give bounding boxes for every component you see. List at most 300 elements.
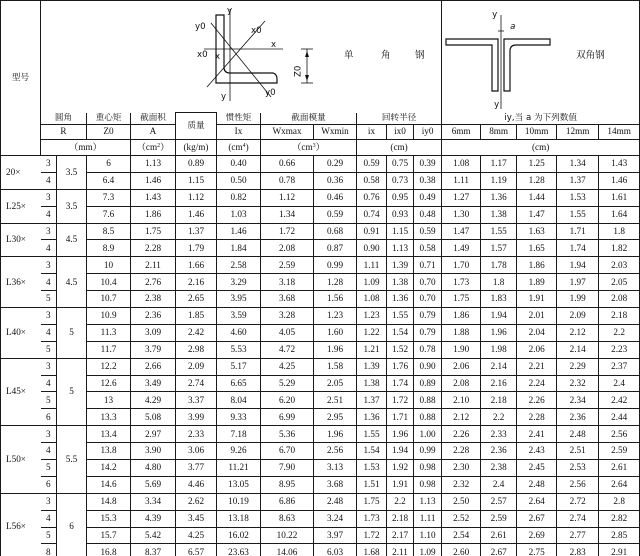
cell-wmax: 4.72 [261, 341, 314, 358]
cell-d14: 1.43 [599, 156, 640, 173]
cell-ix: 16.02 [217, 527, 261, 544]
cell-gx0: 1.15 [387, 223, 414, 240]
cell-d14: 2.91 [599, 544, 640, 556]
cell-d10: 2.41 [517, 426, 557, 443]
cell-d10: 2.48 [517, 476, 557, 493]
cell-z0: 13.3 [87, 409, 131, 426]
cell-gy0: 0.78 [414, 341, 442, 358]
cell-a: 1.86 [131, 206, 176, 223]
cell-m: 1.37 [176, 223, 217, 240]
cell-gx0: 0.75 [387, 156, 414, 173]
cell-d10: 2.45 [517, 460, 557, 477]
cell-ix: 0.40 [217, 156, 261, 173]
cell-d14: 2.56 [599, 426, 640, 443]
cell-a: 2.11 [131, 257, 176, 274]
cell-m: 3.06 [176, 443, 217, 460]
cell-d6: 1.90 [442, 341, 481, 358]
cell-a: 2.38 [131, 291, 176, 308]
cell-d14: 1.46 [599, 172, 640, 189]
thickness-cell: 4 [41, 172, 57, 189]
cell-ix: 13.18 [217, 510, 261, 527]
cell-a: 4.80 [131, 460, 176, 477]
cell-d10: 2.24 [517, 375, 557, 392]
cell-m: 4.46 [176, 476, 217, 493]
cell-gx0: 0.73 [387, 172, 414, 189]
cell-m: 6.57 [176, 544, 217, 556]
cell-d6: 2.32 [442, 476, 481, 493]
table-row [1, 510, 640, 527]
cell-d8: 1.8 [481, 274, 517, 291]
cell-ix: 8.04 [217, 392, 261, 409]
thickness-cell: 6 [41, 409, 57, 426]
cell-gi: 1.37 [357, 392, 387, 409]
cell-gx0: 2.2 [387, 493, 414, 510]
cell-d6: 2.50 [442, 493, 481, 510]
cell-z0: 6 [87, 156, 131, 173]
hdr-gyration: 回转半径 [357, 113, 442, 125]
table-row [1, 476, 640, 493]
cell-d6: 1.27 [442, 189, 481, 206]
cell-d14: 1.61 [599, 189, 640, 206]
cell-ix: 23.63 [217, 544, 261, 556]
hdr-iy-double: iy,当 a 为下列数值 [442, 113, 640, 125]
cell-gi: 1.72 [357, 527, 387, 544]
cell-ix: 9.26 [217, 443, 261, 460]
cell-gx0: 1.38 [387, 274, 414, 291]
cell-wmin: 1.60 [314, 324, 357, 341]
table-row [1, 409, 640, 426]
cell-d8: 1.96 [481, 324, 517, 341]
title-single-char-1: 单 [344, 50, 354, 61]
cell-wmin: 2.48 [314, 493, 357, 510]
cell-ix: 5.17 [217, 358, 261, 375]
cell-m: 1.46 [176, 206, 217, 223]
sym-Ix: Ix [217, 125, 261, 140]
cell-ix: 10.19 [217, 493, 261, 510]
label-y-bottom: y [221, 92, 227, 102]
cell-ix: 11.21 [217, 460, 261, 477]
table-row [1, 527, 640, 544]
cell-gx0: 1.55 [387, 308, 414, 325]
cell-d8: 1.57 [481, 240, 517, 257]
cell-a: 1.13 [131, 156, 176, 173]
cell-d6: 1.11 [442, 172, 481, 189]
cell-wmax: 5.29 [261, 375, 314, 392]
cell-gx0: 1.13 [387, 240, 414, 257]
fillet-radius-cell: 6 [57, 493, 87, 556]
hdr-modulus: 截面模量 [261, 113, 357, 125]
cell-d6: 1.30 [442, 206, 481, 223]
table-row [1, 172, 640, 189]
cell-a: 2.66 [131, 358, 176, 375]
cell-z0: 7.3 [87, 189, 131, 206]
sym-Wxmax: Wxmax [261, 125, 314, 140]
cell-wmin: 0.36 [314, 172, 357, 189]
cell-d14: 2.18 [599, 308, 640, 325]
cell-gx0: 1.72 [387, 392, 414, 409]
cell-d14: 2.03 [599, 257, 640, 274]
cell-m: 1.66 [176, 257, 217, 274]
cell-d14: 2.82 [599, 510, 640, 527]
cell-d10: 1.65 [517, 240, 557, 257]
cell-d8: 2.61 [481, 527, 517, 544]
cell-d14: 2.64 [599, 476, 640, 493]
cell-wmin: 3.13 [314, 460, 357, 477]
title-single-char-2: 角 [381, 50, 391, 61]
fillet-radius-cell: 4.5 [57, 257, 87, 308]
cell-d12: 2.83 [557, 544, 599, 556]
hdr-mass: 质量 [176, 113, 217, 140]
title-double-angle: 双角钢 [576, 50, 605, 62]
table-row [1, 257, 640, 274]
cell-z0: 8.5 [87, 223, 131, 240]
cell-z0: 11.3 [87, 324, 131, 341]
cell-d6: 1.75 [442, 291, 481, 308]
table-row [1, 460, 640, 477]
cell-gy0: 0.98 [414, 476, 442, 493]
thickness-cell: 6 [41, 476, 57, 493]
cell-d8: 2.36 [481, 443, 517, 460]
table-row [1, 426, 640, 443]
cell-d10: 1.63 [517, 223, 557, 240]
cell-d6: 2.60 [442, 544, 481, 556]
cell-d6: 2.08 [442, 375, 481, 392]
cell-a: 4.29 [131, 392, 176, 409]
thickness-cell: 3 [41, 257, 57, 274]
cell-gx0: 1.54 [387, 324, 414, 341]
header-figure-row [1, 1, 640, 113]
cell-gy0: 0.38 [414, 172, 442, 189]
cell-gy0: 0.49 [414, 189, 442, 206]
cell-wmin: 1.23 [314, 308, 357, 325]
cell-gi: 0.58 [357, 172, 387, 189]
cell-gx0: 2.17 [387, 527, 414, 544]
cell-d10: 1.89 [517, 274, 557, 291]
cell-wmin: 0.29 [314, 156, 357, 173]
sym-a10: 10mm [517, 125, 557, 140]
cell-d8: 2.18 [481, 392, 517, 409]
cell-d10: 1.86 [517, 257, 557, 274]
cell-d12: 1.99 [557, 291, 599, 308]
cell-d6: 1.73 [442, 274, 481, 291]
cell-a: 2.36 [131, 308, 176, 325]
label-x-right: x [271, 40, 277, 50]
cell-gy0: 0.58 [414, 240, 442, 257]
cell-d14: 2.37 [599, 358, 640, 375]
thickness-cell: 5 [41, 392, 57, 409]
cell-gy0: 1.11 [414, 510, 442, 527]
thickness-cell: 3 [41, 223, 57, 240]
thickness-cell: 5 [41, 527, 57, 544]
cell-z0: 14.8 [87, 493, 131, 510]
cell-wmax: 2.59 [261, 257, 314, 274]
cell-d14: 2.8 [599, 493, 640, 510]
cell-z0: 7.6 [87, 206, 131, 223]
cell-d8: 1.98 [481, 341, 517, 358]
cell-z0: 12.2 [87, 358, 131, 375]
cell-gi: 0.76 [357, 189, 387, 206]
cell-d12: 2.29 [557, 358, 599, 375]
cell-gx0: 0.95 [387, 189, 414, 206]
cell-gx0: 1.94 [387, 443, 414, 460]
cell-d8: 1.94 [481, 308, 517, 325]
label-z0: Z0 [293, 65, 304, 77]
hdr-area: 截面积 [131, 113, 176, 125]
cell-wmin: 3.24 [314, 510, 357, 527]
label-x-left: x [215, 52, 221, 62]
cell-d14: 2.23 [599, 341, 640, 358]
cell-d10: 1.44 [517, 189, 557, 206]
cell-ix: 1.84 [217, 240, 261, 257]
cell-gi: 1.08 [357, 291, 387, 308]
cell-ix: 0.50 [217, 172, 261, 189]
cell-wmax: 3.28 [261, 308, 314, 325]
cell-d12: 2.53 [557, 460, 599, 477]
fillet-radius-cell: 5 [57, 308, 87, 359]
label-x0-right: x0 [251, 26, 262, 36]
cell-z0: 10.7 [87, 291, 131, 308]
sym-A: A [131, 125, 176, 140]
cell-d10: 2.28 [517, 409, 557, 426]
cell-d8: 2.2 [481, 409, 517, 426]
cell-a: 3.34 [131, 493, 176, 510]
cell-wmin: 1.96 [314, 426, 357, 443]
cell-wmin: 0.68 [314, 223, 357, 240]
cell-d8: 2.14 [481, 358, 517, 375]
cell-gy0: 0.71 [414, 257, 442, 274]
sym-a12: 12mm [557, 125, 599, 140]
cell-gi: 0.59 [357, 156, 387, 173]
cell-d12: 2.34 [557, 392, 599, 409]
cell-d8: 1.38 [481, 206, 517, 223]
cell-a: 3.09 [131, 324, 176, 341]
cell-m: 2.09 [176, 358, 217, 375]
cell-wmax: 6.99 [261, 409, 314, 426]
cell-ix: 2.58 [217, 257, 261, 274]
cell-gi: 1.38 [357, 375, 387, 392]
cell-a: 5.08 [131, 409, 176, 426]
table-row [1, 544, 640, 556]
cell-d10: 2.43 [517, 443, 557, 460]
cell-gi: 1.22 [357, 324, 387, 341]
thickness-cell: 4 [41, 206, 57, 223]
fillet-radius-cell: 5.5 [57, 426, 87, 494]
cell-gi: 1.39 [357, 358, 387, 375]
cell-gy0: 0.99 [414, 443, 442, 460]
cell-a: 3.90 [131, 443, 176, 460]
cell-gy0: 1.13 [414, 493, 442, 510]
thickness-cell: 3 [41, 308, 57, 325]
cell-ix: 3.59 [217, 308, 261, 325]
cell-d8: 2.57 [481, 493, 517, 510]
cell-wmin: 2.56 [314, 443, 357, 460]
model-cell: 20× [1, 156, 41, 190]
cell-d8: 2.4 [481, 476, 517, 493]
cell-gi: 0.74 [357, 206, 387, 223]
cell-wmin: 0.46 [314, 189, 357, 206]
cell-gi: 1.11 [357, 257, 387, 274]
cell-m: 2.98 [176, 341, 217, 358]
cell-d12: 2.74 [557, 510, 599, 527]
table-row [1, 443, 640, 460]
cell-gi: 1.73 [357, 510, 387, 527]
cell-z0: 15.7 [87, 527, 131, 544]
cell-wmin: 2.51 [314, 392, 357, 409]
unit-cm: (cm) [357, 140, 442, 156]
cell-m: 1.79 [176, 240, 217, 257]
cell-d8: 2.67 [481, 544, 517, 556]
cell-a: 8.37 [131, 544, 176, 556]
cell-d6: 1.08 [442, 156, 481, 173]
label-y-top: y [227, 6, 233, 16]
table-row [1, 324, 640, 341]
thickness-cell: 8 [41, 544, 57, 556]
table-row [1, 223, 640, 240]
cell-z0: 13.8 [87, 443, 131, 460]
cell-d12: 2.48 [557, 426, 599, 443]
cell-d6: 2.30 [442, 460, 481, 477]
cell-wmax: 0.78 [261, 172, 314, 189]
cell-d12: 2.14 [557, 341, 599, 358]
cell-z0: 11.7 [87, 341, 131, 358]
cell-gy0: 0.59 [414, 223, 442, 240]
cell-d14: 1.64 [599, 206, 640, 223]
model-cell: L50× [1, 426, 41, 494]
double-angle-figure-cell [442, 1, 640, 113]
cell-d10: 1.47 [517, 206, 557, 223]
cell-z0: 12.6 [87, 375, 131, 392]
cell-a: 3.79 [131, 341, 176, 358]
cell-d12: 1.37 [557, 172, 599, 189]
cell-d8: 2.33 [481, 426, 517, 443]
unit-cm-right: (cm) [442, 140, 640, 156]
cell-a: 2.76 [131, 274, 176, 291]
cell-wmax: 3.68 [261, 291, 314, 308]
cell-gx0: 1.36 [387, 291, 414, 308]
cell-d10: 2.21 [517, 358, 557, 375]
cell-d14: 2.61 [599, 460, 640, 477]
cell-ix: 13.05 [217, 476, 261, 493]
cell-d12: 1.55 [557, 206, 599, 223]
cell-gx0: 1.39 [387, 257, 414, 274]
cell-gy0: 0.88 [414, 392, 442, 409]
table-row [1, 240, 640, 257]
cell-ix: 6.65 [217, 375, 261, 392]
cell-d10: 1.28 [517, 172, 557, 189]
unit-cm2: $(cm^2)$ [131, 140, 176, 156]
model-cell: L40× [1, 308, 41, 359]
header-group-row [1, 113, 640, 125]
cell-ix: 9.33 [217, 409, 261, 426]
table-row [1, 274, 640, 291]
cell-gx0: 1.52 [387, 341, 414, 358]
cell-d8: 2.38 [481, 460, 517, 477]
cell-d6: 2.28 [442, 443, 481, 460]
cell-d8: 1.83 [481, 291, 517, 308]
cell-d10: 2.67 [517, 510, 557, 527]
cell-d14: 2.44 [599, 409, 640, 426]
cell-gy0: 0.79 [414, 308, 442, 325]
cell-ix: 1.03 [217, 206, 261, 223]
cell-d14: 2.42 [599, 392, 640, 409]
cell-z0: 13 [87, 392, 131, 409]
thickness-cell: 4 [41, 274, 57, 291]
cell-d12: 1.94 [557, 257, 599, 274]
cell-d14: 2.2 [599, 324, 640, 341]
thickness-cell: 3 [41, 358, 57, 375]
cell-d6: 1.86 [442, 308, 481, 325]
cell-d8: 2.59 [481, 510, 517, 527]
cell-gy0: 0.89 [414, 375, 442, 392]
cell-d6: 1.70 [442, 257, 481, 274]
cell-gy0: 0.98 [414, 460, 442, 477]
cell-m: 2.33 [176, 426, 217, 443]
sym-a6: 6mm [442, 125, 481, 140]
cell-d14: 1.82 [599, 240, 640, 257]
cell-d10: 2.75 [517, 544, 557, 556]
cell-wmin: 3.97 [314, 527, 357, 544]
cell-wmax: 2.08 [261, 240, 314, 257]
cell-z0: 8.9 [87, 240, 131, 257]
cell-d6: 2.10 [442, 392, 481, 409]
cell-d14: 2.08 [599, 291, 640, 308]
cell-gi: 0.90 [357, 240, 387, 257]
cell-gy0: 1.00 [414, 426, 442, 443]
cell-m: 2.16 [176, 274, 217, 291]
cell-gy0: 0.70 [414, 274, 442, 291]
cell-wmax: 3.18 [261, 274, 314, 291]
cell-d12: 1.53 [557, 189, 599, 206]
cell-d6: 2.06 [442, 358, 481, 375]
cell-z0: 10.4 [87, 274, 131, 291]
model-cell: L45× [1, 358, 41, 426]
cell-d8: 1.78 [481, 257, 517, 274]
cell-wmax: 0.66 [261, 156, 314, 173]
thickness-cell: 5 [41, 460, 57, 477]
thickness-cell: 4 [41, 443, 57, 460]
sym-iy0: iy0 [414, 125, 442, 140]
cell-gy0: 0.70 [414, 291, 442, 308]
cell-d14: 2.59 [599, 443, 640, 460]
cell-m: 2.74 [176, 375, 217, 392]
cell-a: 2.97 [131, 426, 176, 443]
cell-gi: 1.68 [357, 544, 387, 556]
table-row [1, 206, 640, 223]
cell-ix: 3.29 [217, 274, 261, 291]
cell-ix: 7.18 [217, 426, 261, 443]
cell-d6: 1.88 [442, 324, 481, 341]
cell-d14: 2.4 [599, 375, 640, 392]
sym-ix: ix [357, 125, 387, 140]
fillet-radius-cell: 3.5 [57, 189, 87, 223]
cell-ix: 1.46 [217, 223, 261, 240]
cell-wmin: 1.58 [314, 358, 357, 375]
thickness-cell: 4 [41, 240, 57, 257]
table-row [1, 493, 640, 510]
cell-m: 2.62 [176, 493, 217, 510]
cell-gx0: 1.96 [387, 426, 414, 443]
cell-d6: 2.54 [442, 527, 481, 544]
cell-ix: 0.82 [217, 189, 261, 206]
cell-gx0: 1.74 [387, 375, 414, 392]
cell-d12: 2.51 [557, 443, 599, 460]
cell-wmin: 3.68 [314, 476, 357, 493]
model-cell: L56× [1, 493, 41, 556]
cell-d14: 2.85 [599, 527, 640, 544]
cell-wmin: 2.95 [314, 409, 357, 426]
cell-d6: 2.12 [442, 409, 481, 426]
model-cell: L30× [1, 223, 41, 257]
